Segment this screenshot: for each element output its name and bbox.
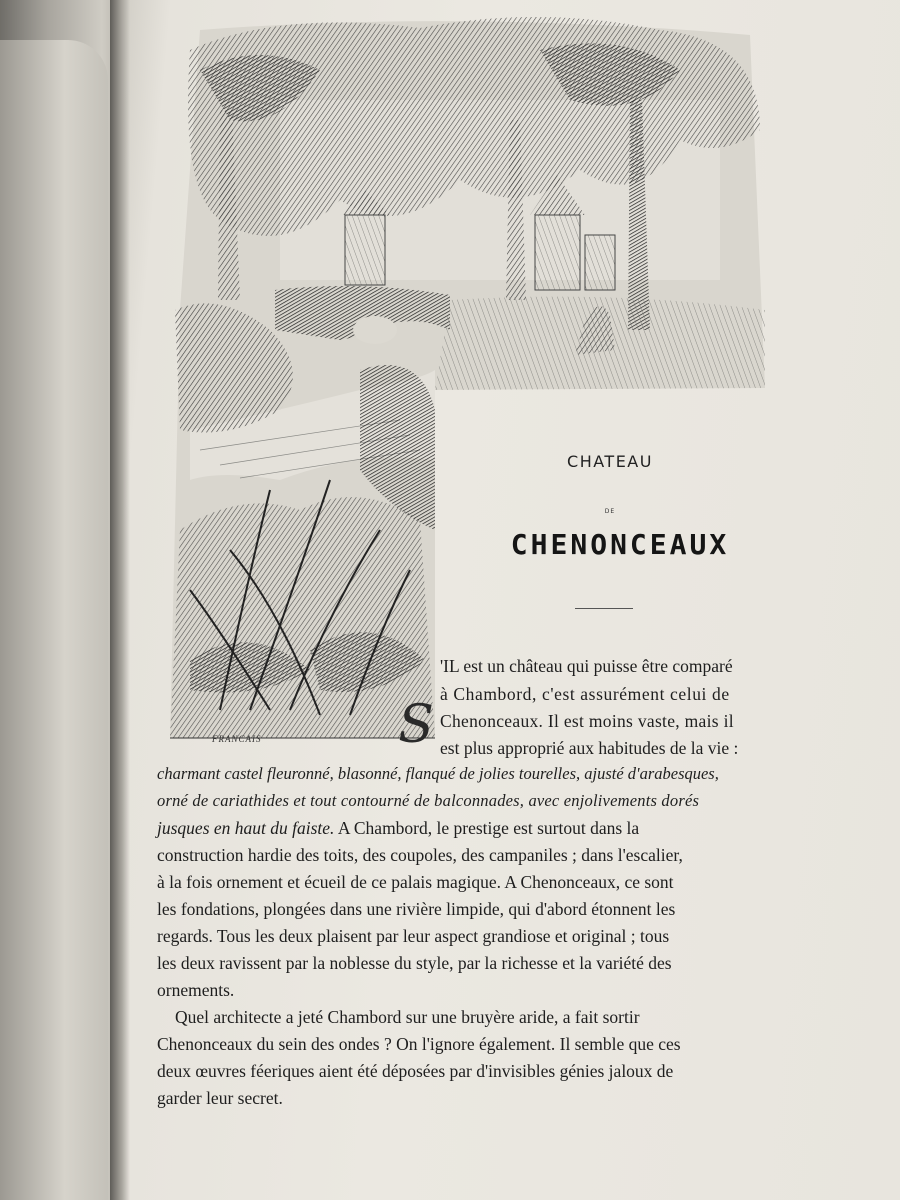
paragraph-1-line-3: Chenonceaux. Il est moins vaste, mais il [440,711,734,731]
paragraph-1-line-2: à Chambord, c'est assurément celui de [440,684,730,704]
paragraph-1-line-7 [157,818,639,838]
paragraph-1-line-1: 'IL est un château qui puisse être comparé [440,656,733,676]
engraver-signature: FRANCAIS [212,734,262,744]
paragraph-1-line-10: les fondations, plongées dans une rivière limpide, qui d'abord étonnent les [157,899,676,919]
paragraph-1-line-13: ornements. [157,980,235,1000]
paragraph-2-line-2: Chenonceaux du sein des ondes ? On l'ignore également. Il semble que ces [157,1034,681,1054]
paragraph-2-line-3: deux œuvres féeriques aient été déposées par d'invisibles génies jaloux de [157,1061,674,1081]
paragraph-1-line-8: construction hardie des toits, des coupoles, des campaniles ; dans l'escalier, [157,845,683,865]
drop-cap-letter: S [398,695,434,755]
paragraph-1-line-7-roman: A Chambord, le prestige est surtout dans la [334,818,640,838]
heading-chateau: CHATEAU [567,452,653,471]
paragraph-2-line-4: garder leur secret. [157,1088,283,1108]
title-rule [575,608,633,609]
paragraph-1-line-12: les deux ravissent par la noblesse du style, par la richesse et la variété des [157,953,672,973]
paragraph-1-line-7-italic: jusques en haut du faiste. [157,818,335,838]
heading-de: DE [604,508,616,515]
facing-page-edge [0,40,108,1200]
engraving-illustration [160,10,770,755]
paragraph-2-line-1: Quel architecte a jeté Chambord sur une bruyère aride, a fait sortir [175,1007,640,1027]
paragraph-1-line-5: charmant castel fleuronné, blasonné, flanqué de jolies tourelles, ajusté d'arabesques, [157,764,719,783]
paragraph-1-line-9: à la fois ornement et écueil de ce palais magique. A Chenonceaux, ce sont [157,872,674,892]
paragraph-1-line-4: est plus approprié aux habitudes de la vie : [440,738,739,758]
paragraph-1-line-11: regards. Tous les deux plaisent par leur aspect grandiose et original ; tous [157,926,670,946]
book-gutter [110,0,130,1200]
paragraph-1-line-6: orné de cariathides et tout contourné de balconnades, avec enjolivements dorés [157,791,700,810]
heading-chenonceaux: CHENONCEAUX [510,528,730,561]
